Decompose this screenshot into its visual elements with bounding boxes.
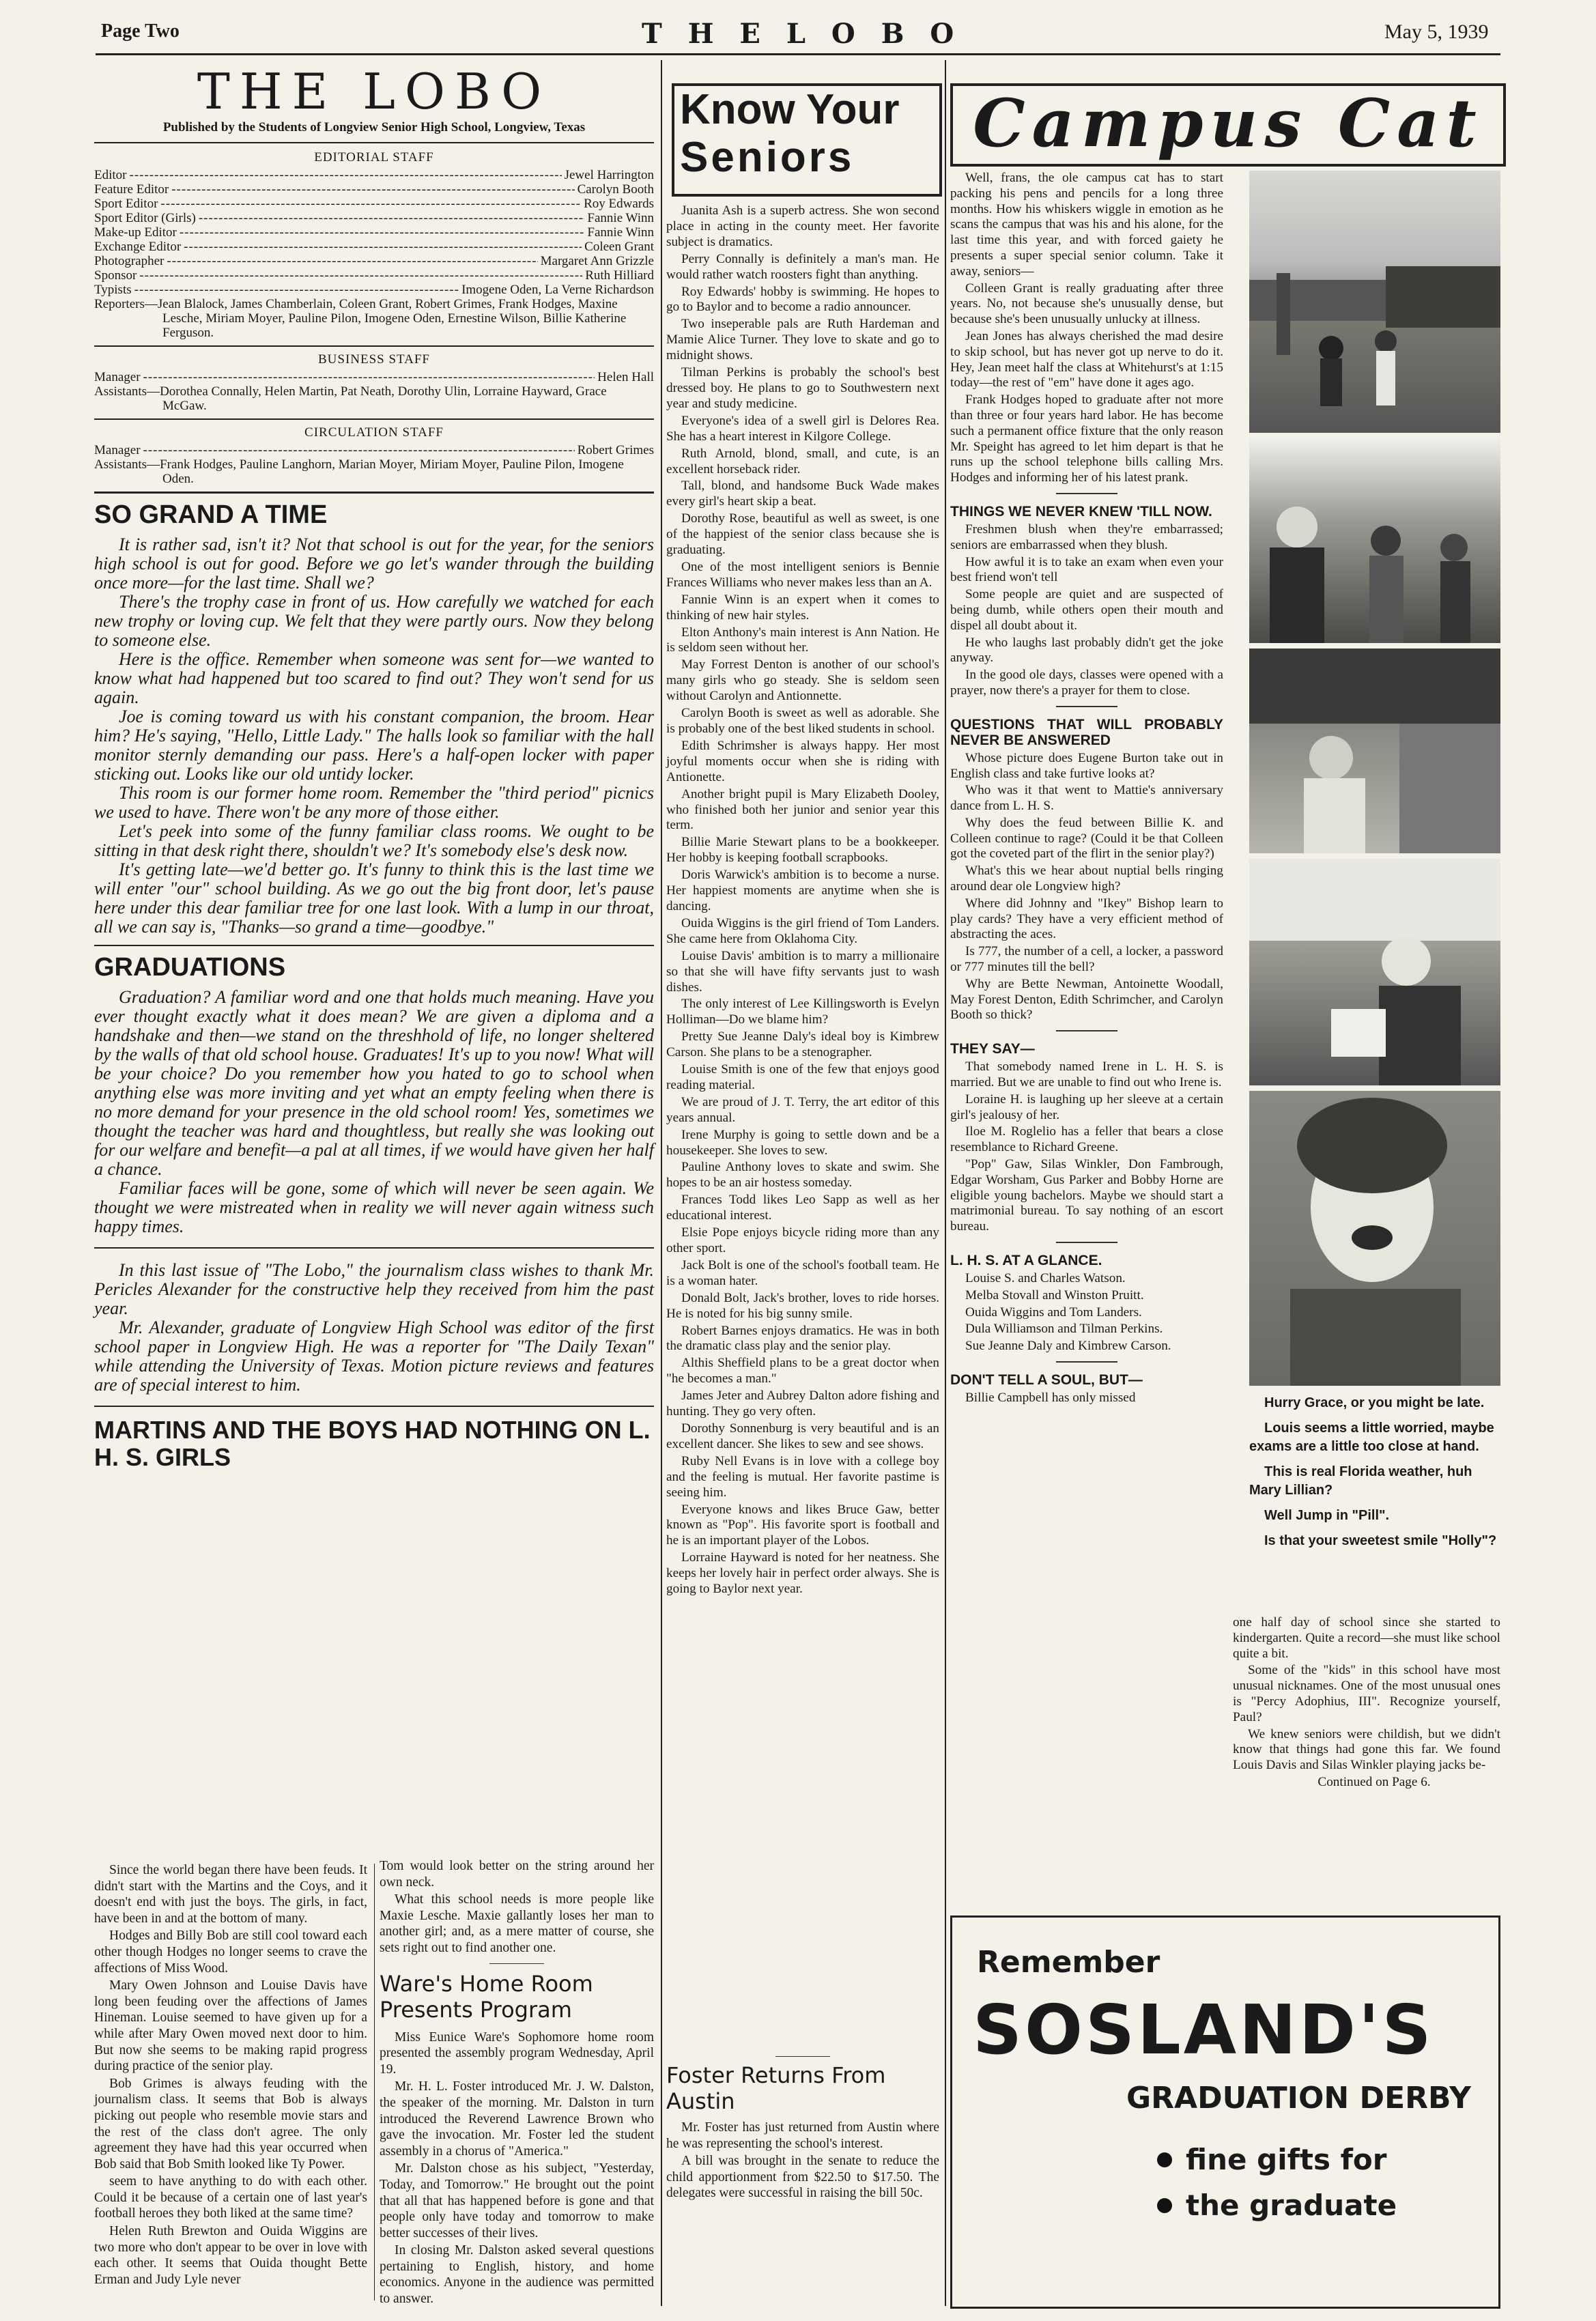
staff-role: Typists (94, 283, 132, 297)
photo-caption: Well Jump in "Pill". (1264, 1508, 1390, 1523)
glance-item: Ouida Wiggins and Tom Landers. (965, 1305, 1142, 1320)
editorial-paragraph: Joe is coming toward us with his constant companion, the broom. Hear him? He's saying, "Hello, Little Lady." The halls look so familiar with the hall monitor sternly demanding our pass. Here's a half-open locker with paper sticking out. Looks like our old untidy locker. (94, 707, 654, 784)
senior-paragraph: Tilman Perkins is probably the school's best dressed boy. He plans to go to Southwestern next year and study medicine. (666, 365, 939, 411)
glance-item: Melba Stovall and Winston Pruitt. (965, 1287, 1144, 1302)
graduations-paragraph: Familiar faces will be gone, some of which will never be seen again. We thought we were mistreated when in reality we will never again witness such happy times. (94, 1178, 654, 1236)
staff-name: Roy Edwards (584, 197, 654, 211)
senior-paragraph: Ouida Wiggins is the girl friend of Tom Landers. She came here from Oklahoma City. (666, 915, 939, 946)
ad-item (1157, 2143, 1498, 2176)
leader-dots (171, 182, 574, 197)
martins-paragraph: Bob Grimes is always feuding with the journalism class. It seems that Bob is always picking out people who resemble movie stars and the rest of the class don't agree. The only agreement they have had this year occurred when Bob said that Bob Smith looked like Ty Power. (94, 2076, 367, 2172)
martins-column-1 (94, 1862, 367, 2289)
section-divider (1056, 706, 1117, 707)
photo-students-walking (1249, 171, 1500, 433)
staff-row (94, 197, 654, 211)
foster-paragraph: A bill was brought in the senate to reduce the child apportionment from $22.50 to $17.50. The delegates were successful in raising the bill 50c. (666, 2154, 939, 2201)
martins-paragraph: Mary Owen Johnson and Louise Davis have long been feuding over the affections of James Hineman. Louise seemed to have given up for a while after Mary Owen moved next door to him. But now she seems to be making rapid progress during practice of the senior play. (94, 1978, 367, 2074)
leader-dots (130, 168, 562, 182)
things-item: Some people are quiet and are suspected of being dumb, while others open their mouth and dispel all doubt about it. (950, 587, 1223, 633)
staff-role: Exchange Editor (94, 240, 182, 254)
section-divider (1056, 1030, 1117, 1031)
staff-row: Manager ----- Robert Grimes (94, 443, 654, 457)
photo-caption: This is real Florida weather, huh Mary Lillian? (1249, 1464, 1472, 1498)
soslands-ad (950, 1916, 1500, 2309)
martins-headline: MARTINS AND THE BOYS HAD NOTHING ON L. H. S. GIRLS (94, 1416, 651, 1471)
staff-role: Sponsor (94, 268, 137, 283)
staff-name: Jewel Harrington (564, 168, 654, 182)
business-staff-heading: BUSINESS STAFF (317, 352, 430, 367)
senior-paragraph: Perry Connally is definitely a man's man. He would rather watch roosters fight than anything. (666, 251, 939, 282)
senior-paragraph: Althis Sheffield plans to be a great doctor when "he becomes a man." (666, 1356, 939, 1386)
senior-paragraph: Ruth Arnold, blond, small, and cute, is an excellent horseback rider. (666, 446, 939, 476)
things-item: In the good ole days, classes were opened with a prayer, now there's a prayer for them to close. (950, 668, 1223, 698)
things-item: Freshmen blush when they're embarrassed; seniors are embarrassed when they blush. (950, 522, 1223, 552)
know-seniors-body (666, 203, 939, 1599)
top-rule (96, 53, 1500, 55)
photo-image (1249, 438, 1500, 643)
editorial-body (94, 535, 654, 937)
they-say-item: "Pop" Gaw, Silas Winkler, Don Fambrough, Edgar Worsham, Gus Parker and Bobby Horne are eligible young bachelors. Maybe we should start a matrimonial bureau. To say nothing of an escort bureau. (950, 1157, 1223, 1234)
leader-dots (184, 240, 582, 254)
business-assistants: Assistants—Dorothea Connally, Helen Martin, Pat Neath, Dorothy Ulin, Lorraine Hayward, Grace McGaw. (94, 384, 607, 413)
staff-name: Ruth Hilliard (585, 268, 654, 283)
section-divider (1056, 1242, 1117, 1243)
left-column (94, 63, 654, 1477)
question-item: What's this we hear about nuptial bells ringing around dear ole Longview high? (950, 864, 1223, 894)
senior-paragraph: Pretty Sue Jeanne Daly's ideal boy is Kimbrew Carson. She plans to be a stenographer. (666, 1029, 939, 1060)
wares-paragraph: In closing Mr. Dalston asked several questions pertaining to English, history, and home economics. Anyone in the audience was permitted to answer. (380, 2243, 654, 2307)
staff-row (94, 254, 654, 268)
senior-paragraph: Carolyn Booth is sweet as well as adorable. She is probably one of the best liked students in school. (666, 706, 939, 736)
glance-heading: L. H. S. AT A GLANCE. (950, 1253, 1102, 1269)
photo-girl-smiling (1249, 1091, 1500, 1386)
staff-role: Make-up Editor (94, 225, 177, 240)
staff-name: Coleen Grant (584, 240, 654, 254)
graduations-headline: GRADUATIONS (94, 953, 286, 982)
staff-name: Carolyn Booth (577, 182, 654, 197)
cat-paragraph: one half day of school since she started to kindergarten. Quite a record—she must like school quite a bit. (1233, 1615, 1500, 1661)
ad-brand: SOSLAND'S (973, 1990, 1434, 2070)
wares-paragraph: Mr. H. L. Foster introduced Mr. J. W. Dalston, the speaker of the morning. Mr. Dalston in turn introduced the Reverend Lawrence Brown who gave the invocation. Mr. Foster led the student assembly in a chorus of "America." (380, 2079, 654, 2159)
senior-paragraph: Frances Todd likes Leo Sapp as well as her educational interest. (666, 1193, 939, 1223)
campus-cat-box (950, 83, 1506, 167)
cat-paragraph: Colleen Grant is really graduating after three years. No, not because she's unusually dense, but because she's been unusually unlucky at illness. (950, 281, 1223, 327)
staff-row (94, 225, 654, 240)
wares-paragraph: Miss Eunice Ware's Sophomore home room presented the assembly program Wednesday, April 19. (380, 2030, 654, 2077)
running-title: T H E L O B O (642, 18, 963, 50)
senior-paragraph: Louise Davis' ambition is to marry a millionaire so that she will have fifty servants just to wash dishes. (666, 948, 939, 995)
photo-image (1249, 859, 1500, 1085)
photo-image (1249, 649, 1500, 853)
staff-row (94, 211, 654, 225)
cat-paragraph: Some of the "kids" in this school have most unusual nicknames. One of the most unusual ones is "Percy Adophius, III". Recognize yourself, Paul? (1233, 1663, 1500, 1724)
martins-paragraph: Tom would look better on the string around her own neck. (380, 1859, 654, 1890)
senior-paragraph: Elton Anthony's main interest is Ann Nation. He is seldom seen without her. (666, 625, 939, 655)
staff-role: Feature Editor (94, 182, 169, 197)
editorial-paragraph: This room is our former home room. Remember the "third period" picnics we used to have. There won't be any more of those either. (94, 783, 654, 822)
martins-paragraph: seem to have anything to do with each other. Could it be because of a certain one of last year's football heroes they both liked at the same time? (94, 2174, 367, 2221)
senior-paragraph: Fannie Winn is an expert when it comes to thinking of new hair styles. (666, 592, 939, 623)
senior-paragraph: One of the most intelligent seniors is Bennie Frances Williams who never makes less than an A. (666, 559, 939, 590)
senior-paragraph: Robert Barnes enjoys dramatics. He was in both the dramatic class play and the senior play. (666, 1323, 939, 1354)
martins-paragraph: What this school needs is more people like Maxie Lesche. Maxie gallantly loses her man to another girl; and, as a mere matter of course, she sets right out to find another one. (380, 1892, 654, 1955)
issue-date: May 5, 1939 (1384, 20, 1489, 43)
thanks-note (94, 1261, 654, 1395)
leader-dots (160, 197, 581, 211)
senior-paragraph: Elsie Pope enjoys bicycle riding more than any other sport. (666, 1225, 939, 1255)
leader-dots (167, 254, 537, 268)
photo-caption: Louis seems a little worried, maybe exams are a little too close at hand. (1249, 1421, 1494, 1454)
staff-row (94, 182, 654, 197)
they-say-item: Iloe M. Roglelio has a feller that bears a close resemblance to Richard Greene. (950, 1124, 1223, 1155)
leader-dots (199, 211, 585, 225)
leader-dots (139, 268, 582, 283)
questions-heading: QUESTIONS THAT WILL PROBABLY NEVER BE ANSWERED (950, 716, 1223, 748)
photo-boys-group (1249, 438, 1500, 643)
question-item: Where did Johnny and "Ikey" Bishop learn to play cards? They have a very efficient method of abstracting the aces. (950, 896, 1223, 942)
staff-row (94, 283, 654, 297)
campus-cat-column (950, 171, 1223, 1408)
staff-name: Fannie Winn (587, 225, 654, 240)
editorial-staff-heading: EDITORIAL STAFF (314, 150, 434, 165)
wares-body (380, 2030, 654, 2307)
dont-tell-text: Billie Campbell has only missed (965, 1391, 1136, 1405)
senior-paragraph: Doris Warwick's ambition is to become a nurse. Her happiest moments are anytime when she is dancing. (666, 868, 939, 913)
senior-paragraph: Dorothy Sonnenburg is very beautiful and is an excellent dancer. She likes to sew and see shows. (666, 1421, 939, 1451)
staff-role: Photographer (94, 254, 165, 268)
glance-item: Sue Jeanne Daly and Kimbrew Carson. (965, 1339, 1171, 1354)
ad-tagline: GRADUATION DERBY (1126, 2081, 1471, 2116)
they-say-item: Loraine H. is laughing up her sleeve at a certain girl's jealousy of her. (950, 1092, 1223, 1122)
senior-paragraph: The only interest of Lee Killingsworth is Evelyn Holliman—Do we blame him? (666, 997, 939, 1027)
staff-name: Fannie Winn (587, 211, 654, 225)
bullet-icon (1157, 2198, 1172, 2213)
senior-paragraph: Jack Bolt is one of the school's football team. He is a woman hater. (666, 1257, 939, 1288)
ad-item-text: the graduate (1186, 2189, 1397, 2222)
foster-paragraph: Mr. Foster has just returned from Austin where he was representing the school's interest. (666, 2120, 939, 2151)
know-seniors-title-2: Seniors (680, 134, 855, 181)
thanks-paragraph: Mr. Alexander, graduate of Longview High School was editor of the first school paper in Longview High. He was a reporter for "The Daily Texan" while attending the University of Texas. Motion picture reviews and features are of special interest to him. (94, 1318, 654, 1395)
masthead-title: THE LOBO (197, 63, 552, 120)
leader-dots (180, 225, 585, 240)
staff-role: Sport Editor (94, 197, 158, 211)
photo-girl-standing (1249, 649, 1500, 853)
senior-paragraph: James Jeter and Aubrey Dalton adore fishing and hunting. They go very often. (666, 1389, 939, 1419)
they-say-heading: THEY SAY— (950, 1041, 1035, 1057)
campus-cat-continuation (1233, 1615, 1500, 1792)
senior-paragraph: Roy Edwards' hobby is swimming. He hopes to go to Baylor and to become a radio announcer. (666, 284, 939, 315)
senior-paragraph: Everyone's idea of a swell girl is Delores Rea. She has a heart interest in Kilgore College. (666, 413, 939, 444)
glance-item: Dula Williamson and Tilman Perkins. (965, 1322, 1163, 1337)
staff-row (94, 168, 654, 182)
glance-item: Louise S. and Charles Watson. (965, 1271, 1126, 1286)
staff-row (94, 240, 654, 254)
senior-paragraph: Another bright pupil is Mary Elizabeth Dooley, who finished both her junior and senior year this term. (666, 786, 939, 833)
ad-item (1157, 2189, 1498, 2222)
senior-paragraph: Tall, blond, and handsome Buck Wade makes every girl's heart skip a beat. (666, 479, 939, 509)
senior-paragraph: Lorraine Hayward is noted for her neatness. She keeps her lovely hair in perfect order always. She is going to Baylor next year. (666, 1550, 939, 1597)
cat-paragraph: Frank Hodges hoped to graduate after not more than three or four years hard labor. He has become such a permanent office fixture that the only reason Mr. Speight has agreed to let him depart is that he runs up the school telephone bills calling Mrs. Hodges and informing her of his latest prank. (950, 393, 1223, 485)
wares-paragraph: Mr. Dalston chose as his subject, "Yesterday, Today, and Tomorrow." He brought out the point that all that has happened before is gone and that people only have today and tomorrow to make better successes of their lives. (380, 2161, 654, 2240)
continued-note: Continued on Page 6. (1317, 1774, 1431, 1789)
senior-paragraph: Pauline Anthony loves to skate and swim. She hopes to be an air hostess someday. (666, 1160, 939, 1191)
page-number: Page Two (101, 20, 180, 42)
editorial-headline: SO GRAND A TIME (94, 500, 328, 529)
editorial-staff (94, 150, 654, 340)
senior-paragraph: Edith Schrimsher is always happy. Her most joyful moments occur when she is riding with Antionette. (666, 738, 939, 784)
editorial-paragraph: It is rather sad, isn't it? Not that school is out for the year, for the seniors high school is out for good. Before we go let's wander through the building once more—for the last time. Shall we? (94, 535, 654, 593)
senior-paragraph: May Forrest Denton is another of our school's many girls who go steady. She is seldom seen without Carolyn and Antionnette. (666, 657, 939, 704)
thanks-paragraph: In this last issue of "The Lobo," the journalism class wishes to thank Mr. Pericles Alexander for the constructive help they received from him the past year. (94, 1260, 654, 1318)
photo-girl-with-books (1249, 859, 1500, 1085)
staff-row (94, 268, 654, 283)
circulation-assistants: Assistants—Frank Hodges, Pauline Langhorn, Marian Moyer, Miriam Moyer, Pauline Pilon, Imogene Oden. (94, 457, 624, 486)
editorial-paragraph: Here is the office. Remember when someone was sent for—we wanted to know what had happened but too scared to find out? They won't send for us again. (94, 649, 654, 707)
staff-role: Editor (94, 168, 127, 182)
dont-tell-heading: DON'T TELL A SOUL, BUT— (950, 1372, 1143, 1388)
cat-paragraph: Jean Jones has always cherished the mad desire to skip school, but has never got up nerve to do it. Hey, Jean meet half the class at Whitehurst's at 1:15 today—the rest of "em" have done it ages ago. (950, 328, 1223, 390)
staff-name: Margaret Ann Grizzle (540, 254, 654, 268)
question-item: Why does the feud between Billie K. and Colleen continue to rage? (Could it be that Colleen got the coveted part of the flirt in the senior play?) (950, 815, 1223, 862)
senior-paragraph: Two inseperable pals are Ruth Hardeman and Mamie Alice Turner. They love to skate and go to midnight shows. (666, 317, 939, 363)
editorial-paragraph: It's getting late—we'd better go. It's funny to think this is the last time we will enter "our" school building. As we go out the big front door, let's pause here under this dear familiar tree for one last look. With a lump in our throat, all we can say is, "Thanks—so grand a time—goodbye." (94, 859, 654, 937)
senior-paragraph: Irene Murphy is going to settle down and be a housekeeper. She loves to sew. (666, 1127, 939, 1158)
senior-paragraph: Everyone knows and likes Bruce Gaw, better known as "Pop". His favorite sport is football and he is an important player of the Lobos. (666, 1502, 939, 1548)
graduations-paragraph: Graduation? A familiar word and one that holds much meaning. Have you ever thought exactly what it does mean? We are given a diploma and a handshake and then—we stand on the threshhold of life, no longer sheltered by the walls of that old school house. Graduates! It's up to you now! What will be your choice? Do you remember how you hated to go to school when anything else was more inviting and yet what an empty feeling when there is no more demand for your presence in the old school room! Yes, sometimes we thought the teacher was hard and thoughtless, but really she was looking out for our welfare and benefit—a pal at all times, if we would have given her half a chance. (94, 987, 654, 1179)
photo-image (1249, 1091, 1500, 1386)
photo-caption: Hurry Grace, or you might be late. (1264, 1395, 1485, 1410)
foster-story (666, 2056, 939, 2203)
section-divider (1056, 1361, 1117, 1363)
senior-paragraph: Billie Marie Stewart plans to be a bookkeeper. Her hobby is keeping football scrapbooks. (666, 835, 939, 866)
question-item: Who was it that went to Mattie's anniversary dance from L. H. S. (950, 783, 1223, 814)
they-say-item: That somebody named Irene in L. H. S. is married. But we are unable to find out who Irene is. (950, 1059, 1223, 1090)
bullet-icon (1157, 2152, 1172, 2167)
wares-headline: Ware's Home Room Presents Program (380, 1970, 593, 2023)
senior-paragraph: We are proud of J. T. Terry, the art editor of this years annual. (666, 1094, 939, 1125)
photo-caption: Is that your sweetest smile "Holly"? (1264, 1533, 1497, 1548)
staff-row: Manager ----- Helen Hall (94, 370, 654, 384)
masthead-subtitle: Published by the Students of Longview Senior High School, Longview, Texas (162, 120, 586, 134)
reporters: Reporters—Jean Blalock, James Chamberlain, Coleen Grant, Robert Grimes, Frank Hodges, Maxine Lesche, Miriam Moyer, Pauline Pilon, Imogene Oden, Ernestine Wilson, Billie Katherine Ferguson. (94, 297, 627, 340)
photo-captions (1249, 1394, 1500, 1557)
senior-paragraph: Louise Smith is one of the few that enjoys good reading material. (666, 1062, 939, 1092)
circulation-staff-heading: CIRCULATION STAFF (304, 425, 444, 440)
senior-paragraph: Ruby Nell Evans is in love with a college boy and the feeling is mutual. Her favorite pastime is seeing him. (666, 1453, 939, 1500)
graduations-body (94, 988, 654, 1236)
section-divider (1056, 493, 1117, 494)
question-item: Why are Bette Newman, Antoinette Woodall, May Forest Denton, Edith Schrimcher, and Carolyn Booth so thick? (950, 976, 1223, 1023)
martins-paragraph: Hodges and Billy Bob are still cool toward each other though Hodges no longer seems to crave the affections of Miss Wood. (94, 1928, 367, 1976)
foster-body (666, 2120, 939, 2202)
know-seniors-title-1: Know Your (680, 86, 900, 133)
martins-column-2 (380, 1858, 654, 2309)
question-item: Whose picture does Eugene Burton take out in English class and take furtive looks at? (950, 750, 1223, 781)
know-seniors-box (672, 83, 942, 197)
question-item: Is 777, the number of a cell, a locker, a password or 777 minutes till the bell? (950, 944, 1223, 975)
campus-cat-title: Campus Cat (973, 85, 1483, 162)
things-heading: THINGS WE NEVER KNEW 'TILL NOW. (950, 503, 1212, 519)
martins-paragraph: Helen Ruth Brewton and Ouida Wiggins are two more who don't appear to be over in love with each other. It seems that Ouida thought Bette Erman and Judy Lyle never (94, 2224, 367, 2287)
business-staff (94, 352, 654, 413)
martins-paragraph: Since the world began there have been feuds. It didn't start with the Martins and the Coys, and it doesn't end with just the boys. The girls, in fact, have been in and at the bottom of many. (94, 1863, 367, 1926)
staff-role: Sport Editor (Girls) (94, 211, 196, 225)
cat-paragraph: Well, frans, the ole campus cat has to start packing his pens and pencils for a long three months. How his whiskers wiggle in emotion as he scans the campus that was his and his alone, for the last time this year, and with forced gaiety he presents a super special senior column. Take it away, seniors— (950, 171, 1223, 279)
senior-paragraph: Donald Bolt, Jack's brother, loves to ride horses. He is noted for his big sunny smile. (666, 1290, 939, 1321)
senior-paragraph: Dorothy Rose, beautiful as well as sweet, is one of the happiest of the senior class because she is graduating. (666, 511, 939, 558)
circulation-staff (94, 425, 654, 486)
staff-name: Imogene Oden, La Verne Richardson (461, 283, 654, 297)
senior-paragraph: Juanita Ash is a superb actress. She won second place in acting in the county meet. Her favorite subject is dramatics. (666, 203, 939, 249)
ad-item-text: fine gifts for (1186, 2143, 1387, 2176)
photo-image (1249, 171, 1500, 433)
things-item: How awful it is to take an exam when even your best friend won't tell (950, 554, 1223, 585)
things-item: He who laughs last probably didn't get the joke anyway. (950, 635, 1223, 666)
editorial-paragraph: There's the trophy case in front of us. How carefully we watched for each new trophy or loving cup. We felt that they were partly ours. Now they belong to someone else. (94, 592, 654, 650)
ad-remember: Remember (977, 1945, 1160, 1980)
leader-dots (134, 283, 459, 297)
cat-paragraph: We knew seniors were childish, but we didn't know that things had gone this far. We found Louis Davis and Silas Winkler playing jacks be- (1233, 1726, 1500, 1773)
editorial-paragraph: Let's peek into some of the funny familiar class rooms. We ought to be sitting in that desk right there, shouldn't we? It's somebody else's desk now. (94, 821, 654, 860)
foster-headline: Foster Returns From Austin (666, 2062, 886, 2114)
